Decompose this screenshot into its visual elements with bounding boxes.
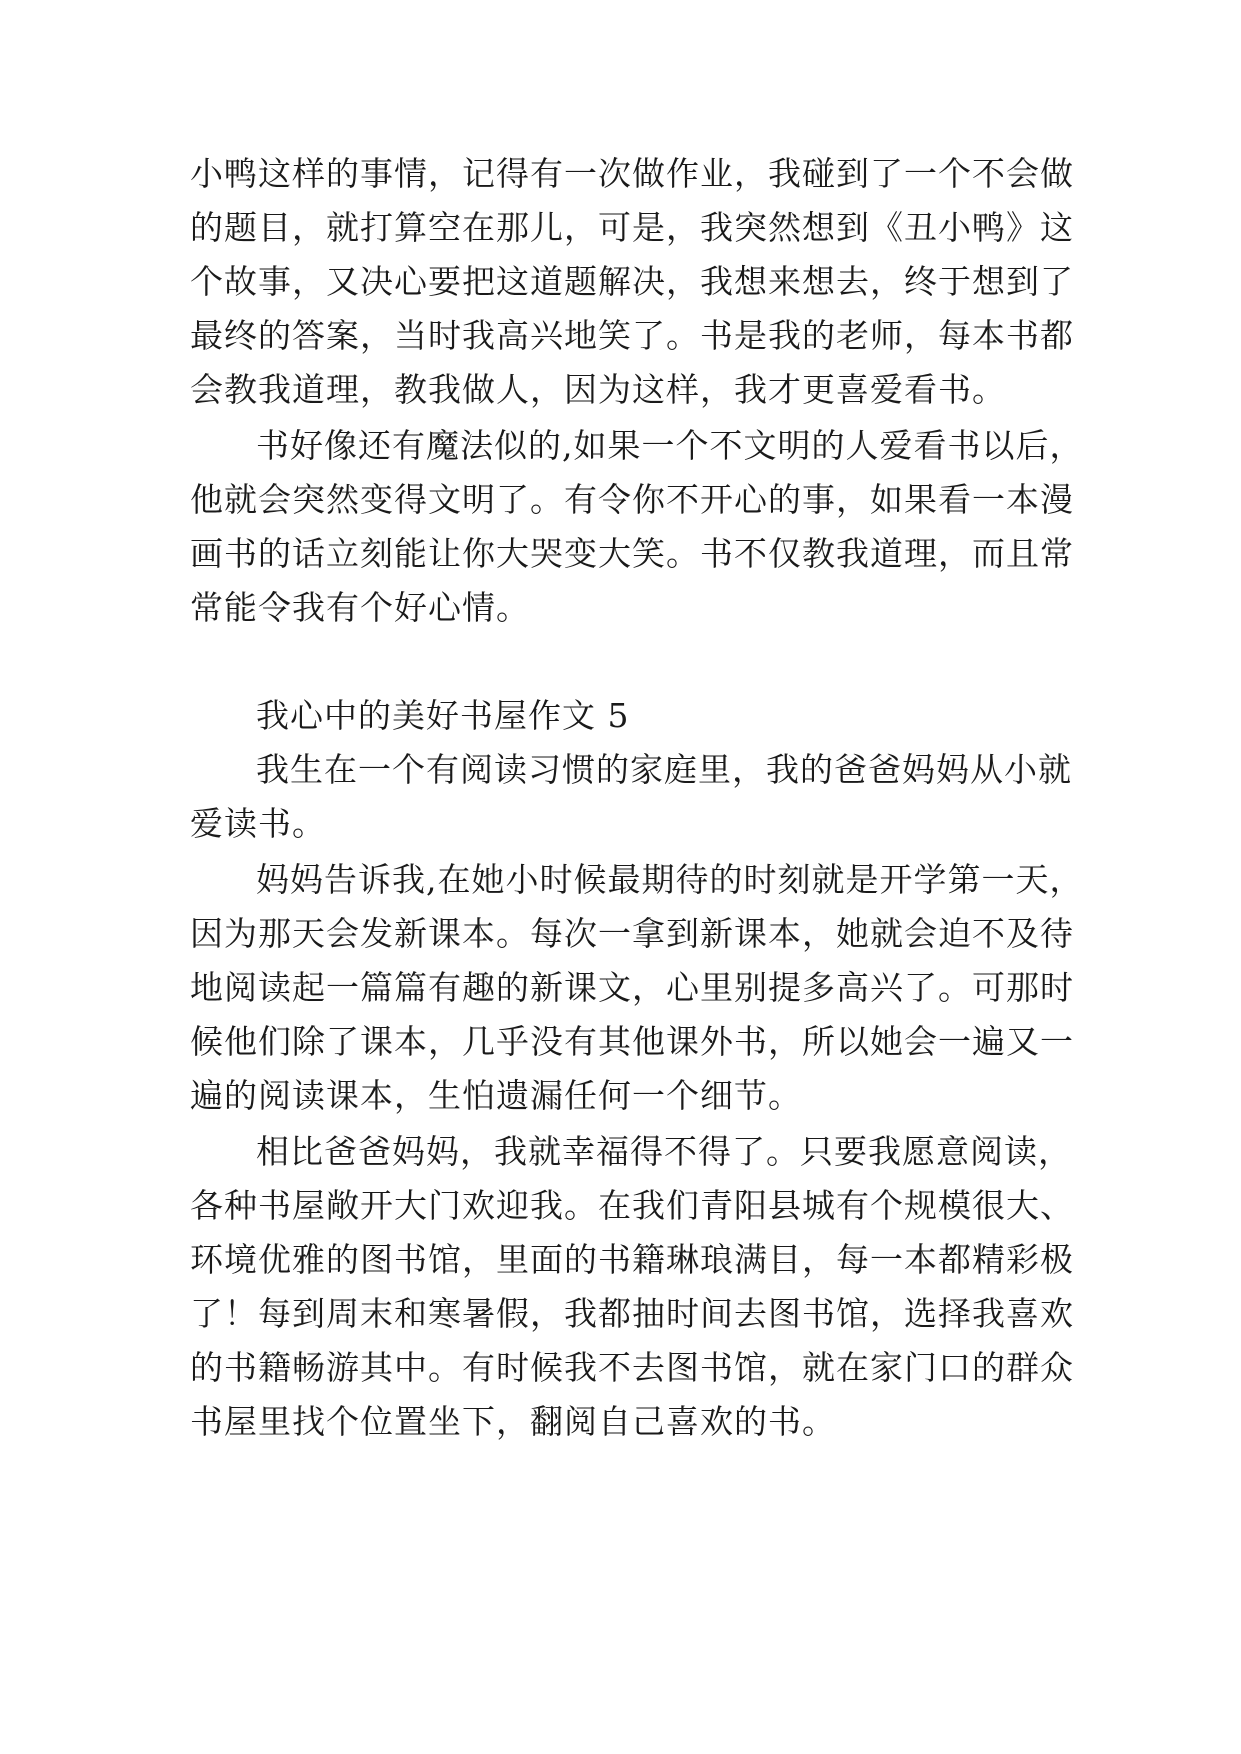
paragraph-first-line: 妈妈告诉我,在她小时候最期待的时刻就是开学第一天， bbox=[256, 860, 1084, 899]
paragraph-first-line: 我生在一个有阅读习惯的家庭里，我的爸爸妈妈从小就 bbox=[256, 750, 1072, 789]
text-line: 地阅读起一篇篇有趣的新课文，心里别提多高兴了。可那时 bbox=[190, 968, 1074, 1007]
paragraph-first-line: 书好像还有魔法似的,如果一个不文明的人爱看书以后， bbox=[256, 426, 1084, 465]
text-line: 小鸭这样的事情，记得有一次做作业，我碰到了一个不会做 bbox=[190, 154, 1074, 193]
text-line: 环境优雅的图书馆，里面的书籍琳琅满目，每一本都精彩极 bbox=[190, 1240, 1074, 1279]
text-line: 常能令我有个好心情。 bbox=[190, 588, 530, 627]
text-line: 的书籍畅游其中。有时候我不去图书馆，就在家门口的群众 bbox=[190, 1348, 1074, 1387]
text-line: 因为那天会发新课本。每次一拿到新课本，她就会迫不及待 bbox=[190, 914, 1074, 953]
text-line: 画书的话立刻能让你大哭变大笑。书不仅教我道理，而且常 bbox=[190, 534, 1074, 573]
text-line: 遍的阅读课本，生怕遗漏任何一个细节。 bbox=[190, 1076, 802, 1115]
text-line: 爱读书。 bbox=[190, 804, 326, 843]
essay-title: 我心中的美好书屋作文 5 bbox=[256, 696, 630, 735]
text-line: 最终的答案，当时我高兴地笑了。书是我的老师，每本书都 bbox=[190, 316, 1074, 355]
text-line: 会教我道理，教我做人，因为这样，我才更喜爱看书。 bbox=[190, 370, 1006, 409]
text-line: 他就会突然变得文明了。有令你不开心的事，如果看一本漫 bbox=[190, 480, 1074, 519]
paragraph-first-line: 相比爸爸妈妈，我就幸福得不得了。只要我愿意阅读， bbox=[256, 1132, 1072, 1171]
text-line: 个故事，又决心要把这道题解决，我想来想去，终于想到了 bbox=[190, 262, 1074, 301]
text-line: 各种书屋敞开大门欢迎我。在我们青阳县城有个规模很大、 bbox=[190, 1186, 1074, 1225]
text-line: 了！每到周末和寒暑假，我都抽时间去图书馆，选择我喜欢 bbox=[190, 1294, 1074, 1333]
text-line: 书屋里找个位置坐下，翻阅自己喜欢的书。 bbox=[190, 1402, 836, 1441]
text-line: 候他们除了课本，几乎没有其他课外书，所以她会一遍又一 bbox=[190, 1022, 1074, 1061]
text-line: 的题目，就打算空在那儿，可是，我突然想到《丑小鸭》这 bbox=[190, 208, 1074, 247]
